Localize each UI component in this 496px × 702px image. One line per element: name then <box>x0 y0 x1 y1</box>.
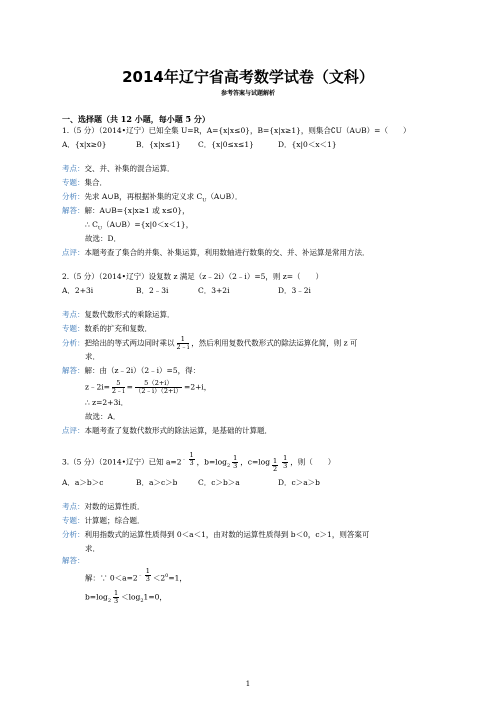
q2-analysis: 分析：把给出的等式两边同时乘以 $\frac{1}{2﹣i}$ ，然后利用复数代数形式的除法运算化简，则 z 可 <box>62 335 358 351</box>
q3-solution-label: 解答： <box>62 556 85 565</box>
q1-option-a: A．{x|x≥0} <box>62 140 107 149</box>
label-kaodian: 考点： <box>62 164 85 173</box>
q1-comment: 点评：本题考查了集合的并集、补集运算，利用数轴进行数集的交、并、补运算是常用方法． <box>62 248 370 257</box>
q2-equation: z﹣2i= $\frac{5}{2﹣i}$ = $\frac{5(2+i)}{(2﹣i)(2+i)}$ =2+i， <box>85 379 212 395</box>
q3-option-d: D．c＞a＞b <box>278 478 320 487</box>
q3-kp: 考点：对数的运算性质． <box>62 502 145 511</box>
page-title: 2014年辽宁省高考数学试卷（文科） <box>122 68 374 86</box>
q3-topic: 专题：计算题；综合题． <box>62 516 145 525</box>
q1-option-b: B．{x|x≤1} <box>136 140 181 149</box>
q1-stem: 1.（5 分）（2014•辽宁）已知全集 U=R，A={x|x≤0}，B={x|x≥1}，则集合∁U（A∪B）=（ ） <box>62 126 411 135</box>
q2-stem: 2.（5 分）（2014•辽宁）设复数 z 满足（z﹣2i）（2﹣i）=5，则 z=（ ） <box>62 272 324 281</box>
q1-topic: 专题：集合． <box>62 178 107 187</box>
q3-analysis-line2: 求． <box>85 544 100 553</box>
q1-kp: 考点：交、并、补集的混合运算． <box>62 164 175 173</box>
q2-option-c: C．3+2i <box>198 286 230 295</box>
section-heading: 一、选择题（共 12 小题，每小题 5 分） <box>62 114 210 124</box>
q2-option-d: D．3﹣2i <box>278 286 311 295</box>
q2-solution: 解答：解：由（z﹣2i）（2﹣i）=5，得： <box>62 366 201 375</box>
q2-analysis-line2: 求． <box>85 352 100 361</box>
q1-solution-line2: ∴ $C_U(A\cup B)=\{x|0<x<1\}$， <box>85 220 194 232</box>
q2-options <box>62 286 311 296</box>
q2-solution-line3: ∴ z=2+3i． <box>85 398 129 407</box>
q1-option-c: C．{x|0≤x≤1} <box>198 140 254 149</box>
q2-option-b: B．2﹣3i <box>136 286 169 295</box>
page-subtitle: 参考答案与试题解析 <box>220 90 275 97</box>
q3-analysis: 分析：利用指数式的运算性质得到 0＜a＜1，由对数的运算性质得到 b＜0，c＞1，则答案可 <box>62 530 370 539</box>
q3-stem: 3.（5 分）（2014•辽宁）已知 $a=2^{﹣ \frac{1}{3}}$ ，$b=\log_2$ $\frac{1}{3}$ ，c=log $_{\frac{1}{2}}$ $\frac{1}{3}$ ，则（ ） <box>62 451 336 473</box>
q2-solution-line4: 故选：A． <box>85 412 121 421</box>
q3-option-a: A．a＞b＞c <box>62 478 104 487</box>
q1-option-d: D．{x|0＜x＜1} <box>278 140 337 149</box>
page-number: 1 <box>245 680 251 688</box>
q2-kp: 考点：复数代数形式的乘除运算． <box>62 310 175 319</box>
q1-analysis: 分析：先求 A∪B，再根据补集的定义求 $C_U(A\cup B)$． <box>62 192 243 204</box>
fraction: $\frac{1}{2﹣i}$ <box>176 335 190 351</box>
q3-options <box>62 478 320 488</box>
q3-option-b: B．a＞c＞b <box>136 478 178 487</box>
q3-solution-line2: $b=\log_2$ $\frac{1}{3}$ $<\log_21=0$， <box>85 589 167 605</box>
q3-solution-line1: 解：∵ $0<a=2^{﹣ \frac{1}{3}}$ $<2^0=1$， <box>85 567 187 583</box>
q2-topic: 专题：数系的扩充和复数． <box>62 324 152 333</box>
q2-option-a: A．2+3i <box>62 286 94 295</box>
q1-solution: 解答：解：A∪B={x|x≥1 或 x≤0}， <box>62 206 190 215</box>
q1-options <box>62 140 337 150</box>
q2-comment: 点评：本题考查了复数代数形式的除法运算，是基础的计算题． <box>62 426 272 435</box>
q1-solution-line3: 故选：D． <box>85 234 122 243</box>
q3-option-c: C．c＞b＞a <box>198 478 240 487</box>
